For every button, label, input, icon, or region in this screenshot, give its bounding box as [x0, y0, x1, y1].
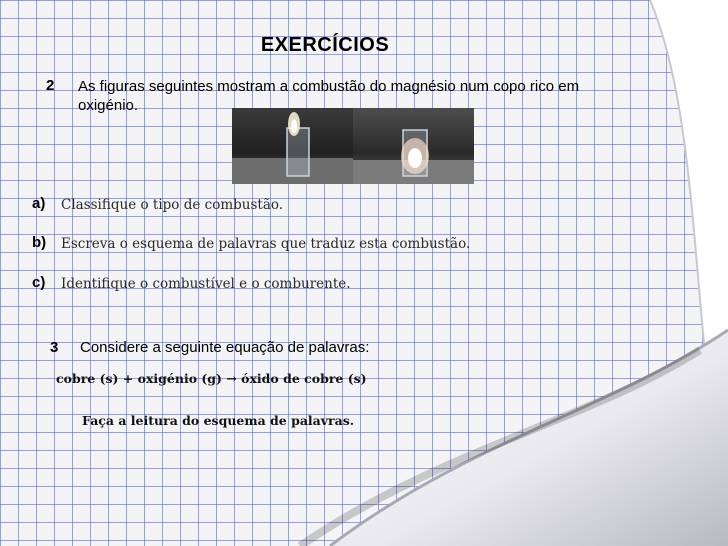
word-equation: cobre (s) + oxigénio (g) → óxido de cobre (s) [56, 371, 367, 386]
question-2-number: 2 [46, 77, 55, 94]
item-b-text: Escreva o esquema de palavras que traduz esta combustão. [61, 236, 471, 252]
combustion-photos [232, 108, 474, 184]
question-2-text: As figuras seguintes mostram a combustão do magnésio num copo rico em oxigénio. [78, 78, 580, 114]
item-a-text: Classifique o tipo de combustão. [61, 197, 284, 213]
question-3-number: 3 [50, 339, 59, 356]
photo-during-combustion [353, 108, 474, 184]
page-title: EXERCÍCIOS [260, 34, 390, 56]
item-b-label: b) [32, 234, 47, 251]
question-3-text: Considere a seguinte equação de palavras: [80, 339, 370, 356]
item-a-label: a) [32, 195, 46, 212]
photo-before-combustion [232, 108, 353, 184]
item-c-text: Identifique o combustível e o comburente. [61, 276, 351, 292]
item-c-label: c) [32, 274, 46, 291]
question-3-instruction: Faça a leitura do esquema de palavras. [82, 413, 355, 428]
